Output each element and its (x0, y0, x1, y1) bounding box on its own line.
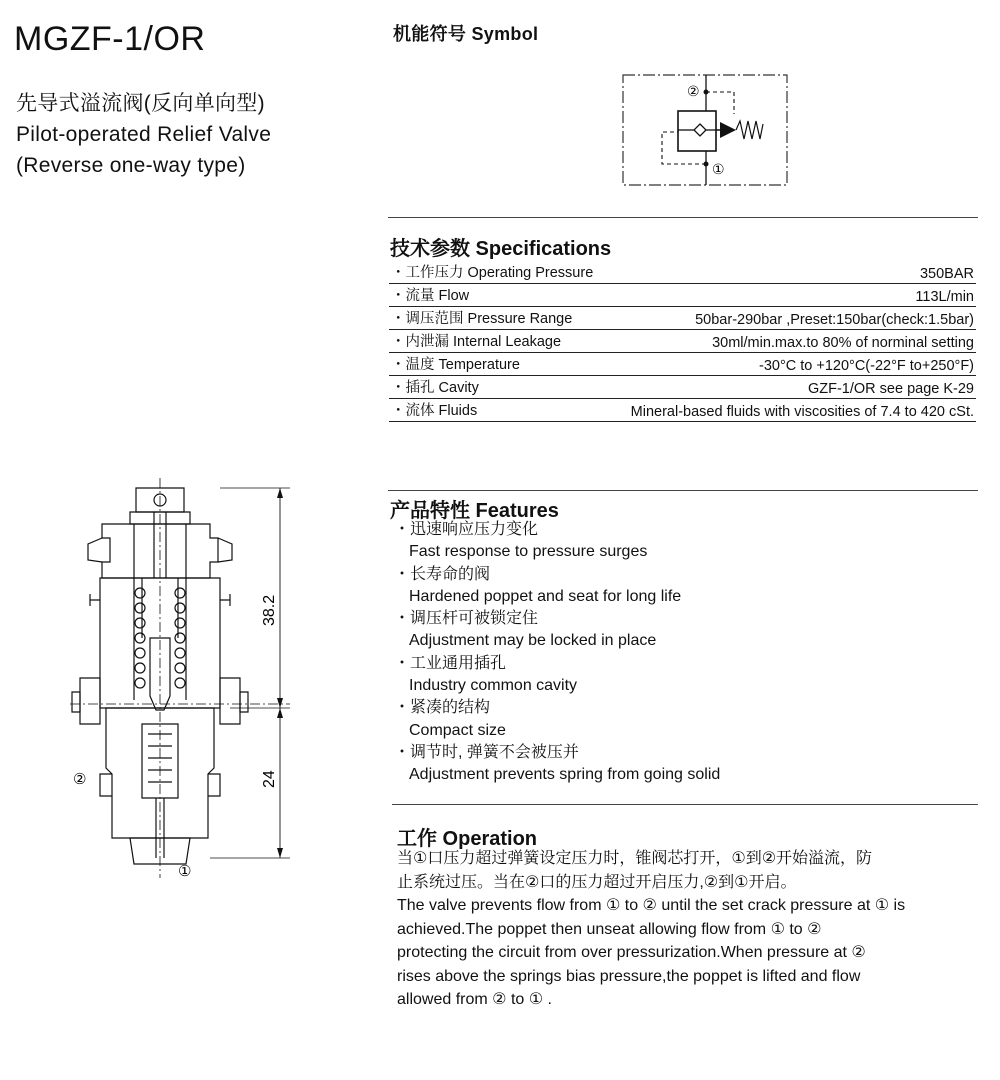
feature-en: Compact size (409, 721, 506, 739)
product-name-en-line2: (Reverse one-way type) (16, 154, 246, 177)
spec-label: ・工作压力 Operating Pressure (391, 265, 594, 281)
symbol-port-2: ② (687, 84, 700, 100)
spec-value: 350BAR (919, 266, 974, 282)
feature-item (394, 742, 720, 787)
spec-value: 113L/min (915, 289, 974, 305)
drawing-port-2: ② (73, 770, 87, 788)
spec-value: 30ml/min.max.to 80% of norminal setting (712, 335, 974, 351)
operation-zh-line: 当①口压力超过弹簧设定压力时，锥阀芯打开，①到②开始溢流，防 (397, 850, 873, 867)
spec-label: ・温度 Temperature (391, 357, 520, 373)
operation-zh-line: 止系统过压。当在②口的压力超过开启压力,②到①开启。 (397, 873, 797, 891)
spec-value: GZF-1/OR see page K-29 (807, 381, 974, 397)
features-title: 产品特性 Features (390, 500, 559, 522)
spec-row (389, 307, 976, 330)
operation-title: 工作 Operation (397, 828, 538, 850)
feature-zh: ・紧凑的结构 (394, 699, 491, 717)
spec-label: ・流量 Flow (391, 288, 470, 304)
feature-en: Adjustment may be locked in place (409, 632, 657, 650)
feature-item (394, 653, 720, 698)
product-name-zh: 先导式溢流阀(反向单向型) (16, 92, 265, 115)
operation-top-rule (392, 804, 978, 805)
operation-en-line: allowed from ② to ① . (397, 991, 552, 1008)
dimension-upper-label: 38.2 (261, 594, 278, 626)
symbol-title: 机能符号 Symbol (393, 24, 539, 44)
feature-item (394, 564, 720, 609)
spec-top-rule (388, 217, 978, 218)
feature-zh: ・调压杆可被锁定住 (394, 610, 539, 628)
feature-item (394, 519, 720, 564)
feature-en: Industry common cavity (409, 677, 578, 695)
feature-zh: ・长寿命的阀 (394, 565, 491, 583)
spec-label: ・流体 Fluids (391, 403, 478, 419)
spec-row (389, 330, 976, 353)
spec-label: ・调压范围 Pressure Range (391, 311, 573, 327)
spec-row (389, 261, 976, 284)
dimension-lower-label: 24 (261, 770, 278, 788)
product-name (16, 88, 271, 181)
spec-title: 技术参数 Specifications (390, 238, 612, 260)
features-list (394, 519, 720, 787)
spec-row (389, 353, 976, 376)
feature-zh: ・迅速响应压力变化 (394, 521, 539, 538)
operation-en-line: protecting the circuit from over pressurization.When pressure at ② (397, 944, 866, 961)
feature-en: Fast response to pressure surges (409, 543, 648, 561)
features-top-rule (388, 490, 978, 491)
spec-value: Mineral-based fluids with viscosities of 7.4 to 420 cSt. (630, 404, 974, 420)
spec-value: 50bar-290bar ,Preset:150bar(check:1.5bar) (695, 312, 974, 328)
spec-row (389, 399, 976, 422)
spec-row (389, 284, 976, 307)
model-number: MGZF-1/OR (14, 20, 206, 58)
spec-row (389, 376, 976, 399)
operation-en-line: achieved.The poppet then unseat allowing flow from ① to ② (397, 920, 822, 938)
valve-cross-section (60, 478, 300, 888)
feature-en: Hardened poppet and seat for long life (409, 587, 682, 605)
operation-en-line: The valve prevents flow from ① to ② until the set crack pressure at ① is (397, 897, 906, 914)
feature-zh: ・工业通用插孔 (394, 654, 507, 672)
feature-zh: ・调节时, 弹簧不会被压并 (394, 743, 579, 761)
operation-en-line: rises above the springs bias pressure,the poppet is lifted and flow (397, 967, 861, 985)
symbol-port-1: ① (712, 162, 725, 178)
spec-label: ・内泄漏 Internal Leakage (391, 334, 562, 350)
feature-en: Adjustment prevents spring from going solid (409, 766, 721, 784)
feature-item (394, 608, 720, 653)
drawing-port-1: ① (178, 862, 192, 880)
spec-value: -30°C to +120°C(-22°F to+250°F) (758, 358, 974, 374)
symbol-spring (736, 121, 763, 139)
product-name-en-line1: Pilot-operated Relief Valve (16, 123, 272, 146)
spec-table (389, 261, 976, 422)
hydraulic-symbol (620, 72, 792, 188)
feature-item (394, 697, 720, 742)
spec-label: ・插孔 Cavity (391, 380, 479, 396)
operation-body (397, 847, 987, 1012)
